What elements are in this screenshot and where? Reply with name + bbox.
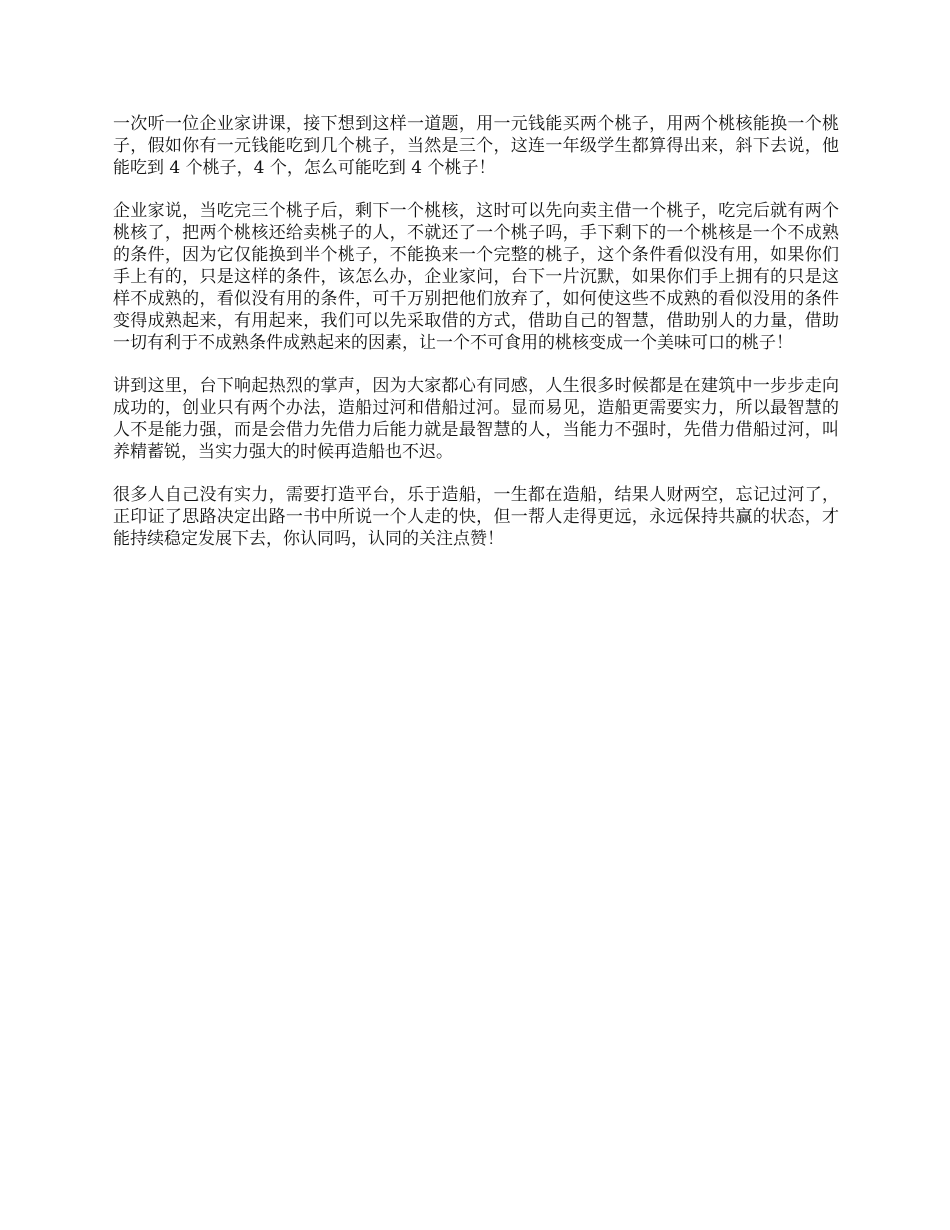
paragraph-peach-puzzle: 一次听一位企业家讲课，接下想到这样一道题，用一元钱能买两个桃子，用两个桃核能换一个桃子，假如你有一元钱能吃到几个桃子，当然是三个，这连一年级学生都算得出来，斜下去说，他能吃到 4 个桃子，4 个，怎么可能吃到 4 个桃子！ <box>113 114 839 178</box>
paragraph-build-or-borrow-boat: 讲到这里，台下响起热烈的掌声，因为大家都心有同感，人生很多时候都是在建筑中一步步走向成功的，创业只有两个办法，造船过河和借船过河。显而易见，造船更需要实力，所以最智慧的人不是能力强，而是会借力先借力后能力就是最智慧的人，当能力不强时，先借力借船过河，叫养精蓄锐，当实力强大的时候再造船也不迟。 <box>113 376 839 462</box>
document-body <box>113 113 839 571</box>
paragraph-borrow-peach: 企业家说，当吃完三个桃子后，剩下一个桃核，这时可以先向卖主借一个桃子，吃完后就有两个桃核了，把两个桃核还给卖桃子的人，不就还了一个桃子吗，手下剩下的一个桃核是一个不成熟的条件，因为它仅能换到半个桃子，不能换来一个完整的桃子，这个条件看似没有用，如果你们手上有的，只是这样的条件，该怎么办，企业家问，台下一片沉默，如果你们手上拥有的只是这样不成熟的，看似没有用的条件，可千万别把他们放弃了，如何使这些不成熟的看似没用的条件变得成熟起来，有用起来，我们可以先采取借的方式，借助自己的智慧，借助别人的力量，借助一切有利于不成熟条件成熟起来的因素，让一个不可食用的桃核变成一个美味可口的桃子！ <box>113 201 839 353</box>
paragraph-conclusion: 很多人自己没有实力，需要打造平台，乐于造船，一生都在造船，结果人财两空，忘记过河了，正印证了思路决定出路一书中所说一个人走的快，但一帮人走得更远，永远保持共赢的状态，才能持续稳定发展下去，你认同吗，认同的关注点赞！ <box>113 485 839 549</box>
